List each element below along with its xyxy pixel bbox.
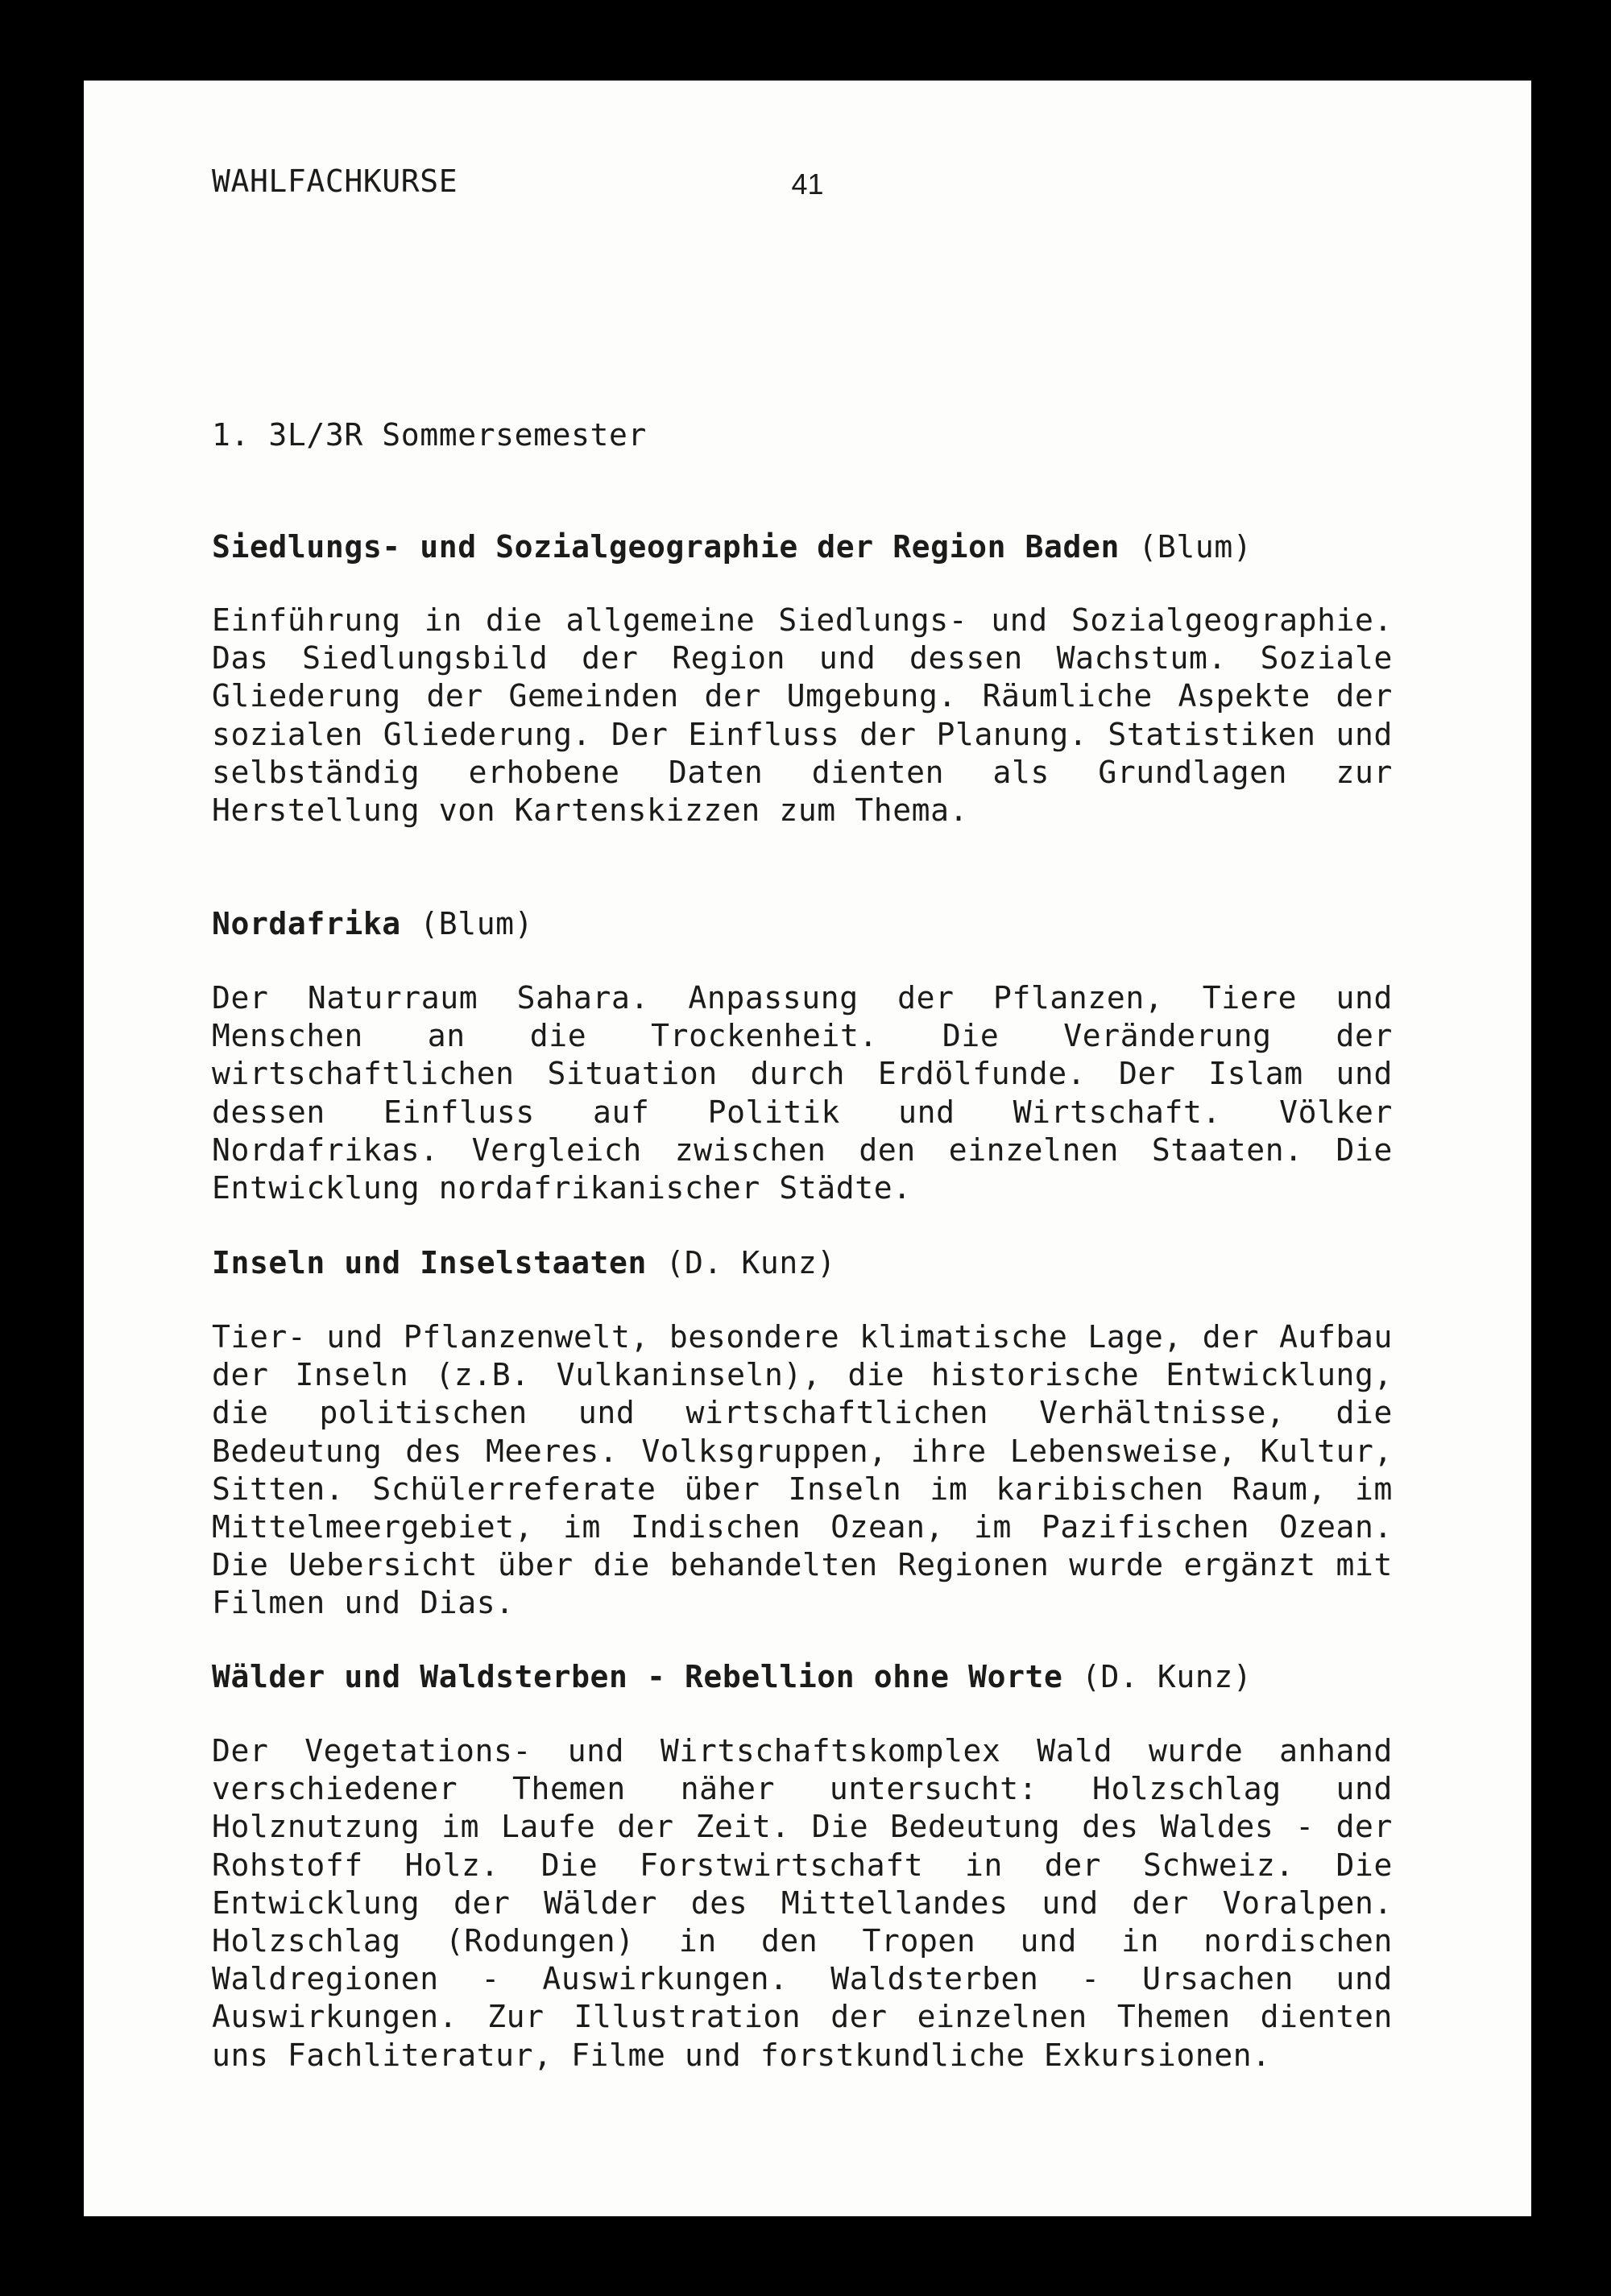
section-title-text: Wälder und Waldsterben - Rebellion ohne Worte xyxy=(212,1659,1063,1694)
section-author: (Blum) xyxy=(420,906,534,941)
document-page xyxy=(84,81,1531,2216)
section-author: (D. Kunz) xyxy=(665,1245,836,1280)
course-description xyxy=(212,979,1393,1207)
section-body: Der Naturraum Sahara. Anpassung der Pflanzen, Tiere und Menschen an die Trockenheit. Die Veränderung der wirtschaftlichen Situation durch Erdölfunde. Der Islam und dessen Einfluss auf Politik und Wirtschaft. Völker Nordafrikas. Vergleich zwischen den einzelnen Staaten. Die Entwicklung nordafrikanischer Städte. xyxy=(212,980,1393,1206)
course-description xyxy=(212,1318,1393,1623)
course-section xyxy=(212,1245,1393,1280)
page-number: 41 xyxy=(791,168,824,201)
section-body: Der Vegetations- und Wirtschaftskomplex Wald wurde anhand verschiedener Themen näher untersucht: Holzschlag und Holznutzung im Laufe der Zeit. Die Bedeutung des Waldes - der Rohstoff Holz. Die Forstwirtschaft in der Schweiz. Die Entwicklung der Wälder des Mittellandes und der Voralpen. Holzschlag (Rodungen) in den Tropen und in nordischen Waldregionen - Auswirkungen. Waldsterben - Ursachen und Auswirkungen. Zur Illustration der einzelnen Themen dienten uns Fachliteratur, Filme und forstkundliche Exkursionen. xyxy=(212,1733,1393,2073)
page-heading-block xyxy=(212,163,1393,199)
section-title xyxy=(212,529,1393,565)
section-author: (Blum) xyxy=(1138,529,1253,565)
course-section xyxy=(212,906,1393,941)
section-title-text: Nordafrika xyxy=(212,906,401,941)
course-section xyxy=(212,529,1393,565)
page-heading: WAHLFACHKURSE xyxy=(212,163,458,199)
section-author: (D. Kunz) xyxy=(1082,1659,1253,1694)
section-title xyxy=(212,1245,1393,1280)
course-description xyxy=(212,1732,1393,2075)
section-body: Tier- und Pflanzenwelt, besondere klimatische Lage, der Aufbau der Inseln (z.B. Vulkaninseln), die historische Entwicklung, die politischen und wirtschaftlichen Verhältnisse, die Bedeutung des Meeres. Volksgruppen, ihre Lebensweise, Kultur, Sitten. Schülerreferate über Inseln im karibischen Raum, im Mittelmeergebiet, im Indischen Ozean, im Pazifischen Ozean. Die Uebersicht über die behandelten Regionen wurde ergänzt mit Filmen und Dias. xyxy=(212,1319,1393,1621)
course-description xyxy=(212,602,1393,829)
section-title-text: Siedlungs- und Sozialgeographie der Region Baden xyxy=(212,529,1120,565)
section-title xyxy=(212,906,1393,941)
semester-block xyxy=(212,417,1393,453)
semester-heading: 1. 3L/3R Sommersemester xyxy=(212,417,647,453)
section-title xyxy=(212,1659,1393,1694)
section-title-text: Inseln und Inselstaaten xyxy=(212,1245,647,1280)
course-section xyxy=(212,1659,1393,1694)
section-body: Einführung in die allgemeine Siedlungs- und Sozialgeographie. Das Siedlungsbild der Region und dessen Wachstum. Soziale Gliederung der Gemeinden der Umgebung. Räumliche Aspekte der sozialen Gliederung. Der Einfluss der Planung. Statistiken und selbständig erhobene Daten dienten als Grundlagen zur Herstellung von Kartenskizzen zum Thema. xyxy=(212,602,1393,829)
